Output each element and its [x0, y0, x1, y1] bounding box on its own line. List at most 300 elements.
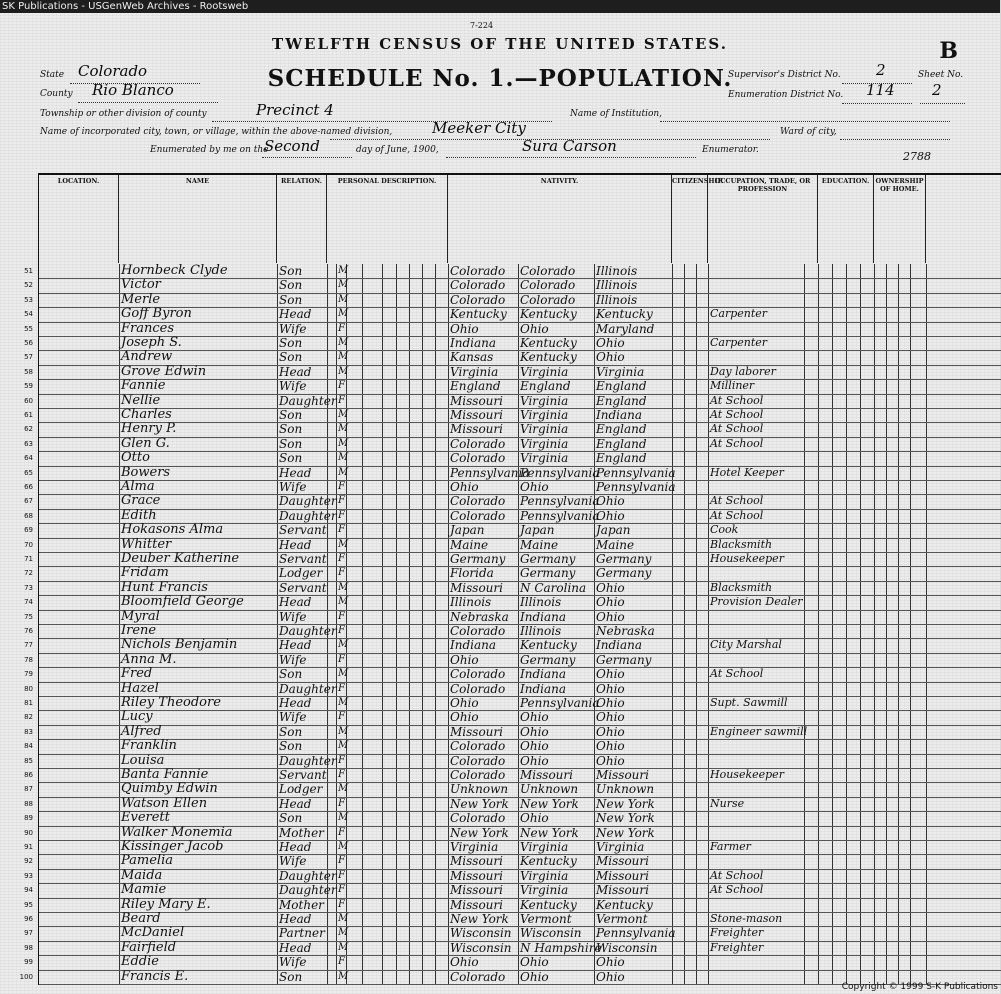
column-header	[672, 175, 724, 263]
person-name: Bloomfield George	[121, 594, 244, 610]
row-number: 52	[24, 281, 33, 290]
birthplace: Virginia	[450, 840, 499, 854]
mother-birthplace: Illinois	[596, 264, 638, 278]
occupation: City Marshal	[710, 638, 782, 652]
birthplace: Colorado	[450, 768, 506, 782]
column-header-label: NATIVITY.	[540, 177, 579, 185]
relation: Son	[279, 292, 303, 307]
row-number: 58	[24, 367, 33, 376]
occupation: At School	[710, 408, 764, 421]
form-number: 7-224	[470, 21, 494, 30]
occupation: Farmer	[710, 840, 751, 853]
table-row	[24, 695, 1001, 711]
row-number: 90	[24, 828, 33, 837]
mother-birthplace: Illinois	[596, 292, 638, 307]
mother-birthplace: Ohio	[596, 710, 625, 725]
relation: Head	[279, 796, 312, 811]
occupation: Engineer sawmill	[710, 724, 808, 738]
birthplace: Missouri	[450, 422, 503, 437]
relation: Wife	[279, 710, 307, 725]
table-row	[24, 723, 1001, 740]
person-name: Francis E.	[121, 968, 189, 984]
occupation: Blacksmith	[710, 537, 773, 551]
county-label: County	[40, 89, 73, 99]
column-header	[119, 175, 277, 263]
person-name: McDaniel	[121, 925, 185, 941]
person-name: Walker Monemia	[121, 824, 233, 840]
mother-birthplace: Ohio	[596, 753, 625, 768]
supervisor-value: 2	[876, 61, 886, 79]
birthplace: Colorado	[450, 624, 506, 638]
person-name: Fred	[121, 666, 153, 682]
birthplace: New York	[450, 796, 509, 811]
row-number: 71	[24, 555, 33, 563]
sex: F	[338, 394, 345, 406]
sheet-value: 2	[932, 81, 942, 99]
table-row	[24, 795, 1001, 812]
sex: F	[338, 769, 345, 780]
relation: Son	[279, 811, 303, 826]
column-header	[818, 175, 874, 263]
person-name: Beard	[121, 911, 161, 926]
relation: Head	[279, 940, 312, 955]
table-row	[24, 421, 1001, 437]
row-number: 82	[24, 713, 33, 722]
relation: Head	[279, 465, 312, 480]
relation: Lodger	[279, 782, 323, 797]
father-birthplace: Unknown	[520, 782, 579, 797]
sex: F	[338, 610, 345, 622]
occupation: Housekeeper	[710, 552, 784, 565]
person-name: Joseph S.	[121, 335, 182, 350]
sex: M	[338, 668, 349, 680]
mother-birthplace: Ohio	[596, 508, 625, 523]
father-birthplace: Missouri	[520, 768, 573, 782]
column-header	[448, 175, 672, 263]
father-birthplace: Virginia	[520, 393, 569, 408]
census-sheet	[0, 13, 1000, 994]
row-number: 85	[24, 756, 33, 765]
birthplace: Colorado	[450, 969, 506, 984]
birthplace: Missouri	[450, 883, 503, 898]
table-row	[24, 435, 1001, 452]
supervisor-label: Supervisor's District No.	[728, 70, 841, 80]
row-number: 59	[24, 382, 33, 391]
relation: Partner	[279, 926, 325, 941]
relation: Son	[279, 422, 303, 437]
father-birthplace: New York	[520, 825, 579, 840]
sex: F	[338, 711, 345, 723]
column-header	[874, 175, 926, 263]
birthplace: Indiana	[450, 336, 497, 350]
relation: Head	[279, 537, 312, 552]
occupation: At School	[710, 667, 764, 681]
occupation: Milliner	[710, 379, 755, 393]
father-birthplace: Virginia	[520, 868, 569, 883]
person-name: Everett	[121, 810, 170, 826]
person-name: Deuber Katherine	[121, 551, 240, 566]
mother-birthplace: Ohio	[596, 336, 625, 350]
table-row	[24, 867, 1001, 884]
table-row	[24, 939, 1001, 956]
occupation	[710, 264, 803, 278]
township-label: Township or other division of county	[40, 109, 207, 119]
occupation	[710, 970, 803, 984]
sex: F	[338, 826, 345, 838]
sex: F	[338, 869, 345, 881]
birthplace: Colorado	[450, 494, 506, 509]
birthplace: Kansas	[450, 350, 494, 365]
person-name: Hornbeck Clyde	[121, 263, 228, 278]
person-name: Alma	[121, 479, 155, 494]
father-birthplace: Wisconsin	[520, 926, 582, 941]
relation: Daughter	[279, 753, 337, 768]
father-birthplace: England	[520, 379, 571, 394]
row-number: 84	[24, 742, 33, 751]
father-birthplace: Ohio	[520, 321, 549, 336]
occupation	[710, 682, 803, 696]
father-birthplace: Virginia	[520, 451, 569, 466]
table-row	[24, 853, 1001, 869]
city-value: Meeker City	[432, 119, 526, 137]
row-number: 69	[24, 526, 33, 535]
birthplace: Virginia	[450, 364, 499, 379]
relation: Daughter	[279, 883, 337, 898]
father-birthplace: Colorado	[520, 264, 576, 278]
table-row	[24, 320, 1001, 337]
table-row	[24, 896, 1001, 913]
sex: M	[338, 913, 349, 924]
mother-birthplace: Ohio	[596, 667, 625, 682]
birthplace: Colorado	[450, 264, 506, 278]
birthplace: Wisconsin	[450, 940, 512, 955]
occupation	[710, 451, 803, 465]
row-number: 80	[24, 684, 33, 693]
birthplace: Wisconsin	[450, 926, 512, 941]
sex: M	[338, 740, 349, 752]
enumeration-value: 114	[866, 81, 895, 99]
row-number: 88	[24, 799, 33, 808]
occupation	[710, 293, 803, 307]
relation: Daughter	[279, 508, 337, 523]
person-name: Charles	[121, 407, 172, 422]
person-name: Fridam	[121, 565, 169, 581]
sex: F	[338, 884, 345, 896]
row-number: 75	[24, 612, 33, 621]
mother-birthplace: Missouri	[596, 868, 649, 883]
father-birthplace: Indiana	[520, 667, 567, 682]
row-number: 79	[24, 670, 33, 679]
occupation	[710, 955, 803, 969]
mother-birthplace: Japan	[596, 523, 631, 538]
person-name: Anna M.	[121, 651, 177, 667]
census-table	[19, 173, 1001, 985]
person-name: Myral	[121, 608, 160, 624]
occupation	[710, 566, 803, 580]
father-birthplace: Japan	[520, 523, 555, 538]
table-row	[24, 392, 1001, 409]
sex: F	[338, 567, 345, 579]
sex: M	[338, 927, 349, 939]
relation: Son	[279, 724, 303, 739]
row-number: 96	[24, 915, 33, 923]
birthplace: Colorado	[450, 681, 506, 696]
occupation: Supt. Sawmill	[710, 696, 788, 709]
table-row	[24, 551, 1001, 567]
sex: F	[338, 797, 345, 809]
mother-birthplace: England	[596, 422, 647, 437]
row-number: 56	[24, 339, 33, 347]
father-birthplace: Germany	[520, 552, 576, 566]
sex: F	[338, 855, 345, 867]
relation: Head	[279, 307, 312, 322]
relation: Daughter	[279, 393, 337, 408]
sex: M	[338, 452, 349, 464]
mother-birthplace: Vermont	[596, 912, 648, 926]
occupation: At School	[710, 494, 764, 508]
occupation: Freighter	[710, 926, 764, 940]
birthplace: Colorado	[450, 508, 506, 523]
mother-birthplace: Unknown	[596, 782, 655, 797]
row-number: 77	[24, 641, 33, 650]
father-birthplace: Pennsylvania	[520, 494, 600, 509]
mother-birthplace: Missouri	[596, 883, 649, 898]
row-number: 72	[24, 569, 33, 578]
person-name: Pamelia	[121, 853, 173, 869]
sex: M	[338, 279, 349, 291]
person-name: Hokasons Alma	[121, 522, 224, 538]
mother-birthplace: Illinois	[596, 278, 638, 293]
person-name: Mamie	[121, 882, 167, 898]
sex: F	[338, 653, 345, 665]
row-number: 70	[24, 540, 33, 549]
column-header-label: OCCUPATION, TRADE, OR PROFESSION	[714, 177, 811, 193]
occupation	[710, 278, 803, 292]
sex: F	[338, 509, 345, 521]
father-birthplace: Kentucky	[520, 336, 577, 350]
column-header	[39, 175, 119, 263]
relation: Son	[279, 278, 303, 293]
row-number: 98	[24, 943, 33, 952]
person-name: Fairfield	[121, 939, 177, 955]
mother-birthplace: Missouri	[596, 768, 649, 782]
birthplace: Colorado	[450, 278, 506, 293]
occupation: At School	[710, 422, 764, 436]
birthplace: Ohio	[450, 955, 479, 970]
father-birthplace: Indiana	[520, 609, 567, 624]
father-birthplace: Illinois	[520, 624, 562, 638]
relation: Daughter	[279, 868, 337, 883]
father-birthplace: Virginia	[520, 840, 569, 854]
birthplace: Maine	[450, 537, 489, 552]
relation: Wife	[279, 379, 307, 394]
occupation: At School	[710, 883, 764, 897]
person-name: Grace	[121, 493, 161, 509]
occupation	[710, 754, 803, 768]
sex: M	[338, 596, 349, 608]
person-name: Lucy	[121, 709, 153, 725]
relation: Son	[279, 739, 303, 754]
table-row	[24, 306, 1001, 322]
birthplace: Missouri	[450, 868, 503, 883]
sex: F	[338, 553, 345, 564]
browser-title-bar: SK Publications - USGenWeb Archives - Rootsweb	[0, 0, 1000, 13]
township-value: Precinct 4	[256, 101, 334, 119]
birthplace: Kentucky	[450, 307, 507, 322]
row-number: 95	[24, 900, 33, 909]
father-birthplace: Germany	[520, 652, 576, 667]
mother-birthplace: Virginia	[596, 364, 645, 379]
occupation: Carpenter	[710, 307, 768, 321]
person-name: Maida	[121, 867, 163, 883]
birthplace: Colorado	[450, 811, 506, 826]
sex: F	[338, 754, 345, 766]
relation: Son	[279, 336, 303, 350]
mother-birthplace: Ohio	[596, 739, 625, 754]
father-birthplace: Virginia	[520, 883, 569, 898]
day-label: day of June, 1900,	[356, 145, 439, 155]
table-row	[24, 608, 1001, 625]
occupation	[710, 653, 803, 667]
mother-birthplace: Ohio	[596, 681, 625, 696]
person-name: Riley Theodore	[121, 695, 221, 710]
row-number: 73	[24, 583, 33, 592]
table-row	[24, 407, 1001, 423]
day-value: Second	[264, 137, 320, 155]
mother-birthplace: Ohio	[596, 609, 625, 624]
relation: Wife	[279, 321, 307, 336]
father-birthplace: Illinois	[520, 595, 562, 610]
mother-birthplace: New York	[596, 825, 655, 840]
father-birthplace: Ohio	[520, 739, 549, 754]
father-birthplace: N Hampshire	[520, 940, 602, 955]
enumerator-label: Enumerator.	[702, 145, 759, 155]
relation: Son	[279, 451, 303, 466]
mother-birthplace: Kentucky	[596, 307, 653, 322]
row-number: 78	[24, 655, 33, 664]
row-number: 66	[24, 483, 33, 491]
person-name: Glen G.	[121, 435, 170, 451]
occupation: Freighter	[710, 940, 764, 954]
person-name: Alfred	[121, 723, 162, 739]
sex: M	[338, 941, 349, 953]
father-birthplace: Kentucky	[520, 638, 577, 653]
birthplace: Colorado	[450, 451, 506, 466]
relation: Head	[279, 696, 312, 710]
row-number: 89	[24, 814, 33, 823]
table-row	[24, 335, 1001, 351]
person-name: Irene	[121, 623, 157, 638]
father-birthplace: Ohio	[520, 480, 549, 494]
row-number: 81	[24, 699, 33, 707]
occupation: Hotel Keeper	[710, 465, 784, 479]
sex: F	[338, 898, 345, 910]
relation: Head	[279, 364, 312, 379]
row-number: 67	[24, 497, 33, 506]
row-number: 94	[24, 886, 33, 895]
father-birthplace: New York	[520, 796, 579, 811]
row-number: 60	[24, 396, 33, 405]
occupation: Provision Dealer	[710, 595, 803, 609]
sex: M	[338, 351, 349, 363]
father-birthplace: Virginia	[520, 436, 569, 451]
birthplace: Ohio	[450, 710, 479, 725]
person-name: Whitter	[121, 536, 172, 552]
person-name: Watson Ellen	[121, 795, 208, 811]
father-birthplace: Pennsylvania	[520, 696, 600, 710]
father-birthplace: Vermont	[520, 912, 572, 926]
relation: Servant	[279, 523, 327, 538]
stamp-number: 2788	[903, 150, 931, 163]
column-header-label: NAME	[185, 177, 210, 185]
row-number: 68	[24, 511, 33, 520]
birthplace: Florida	[450, 566, 494, 581]
relation: Head	[279, 595, 312, 610]
table-row	[24, 925, 1001, 941]
person-name: Merle	[121, 291, 161, 307]
occupation: Blacksmith	[710, 580, 773, 594]
relation: Son	[279, 408, 303, 422]
relation: Daughter	[279, 494, 337, 509]
person-name: Andrew	[121, 349, 173, 365]
relation: Servant	[279, 580, 327, 595]
occupation: Nurse	[710, 796, 745, 810]
birthplace: Pennsylvania	[450, 465, 530, 480]
column-header-label: EDUCATION.	[821, 177, 870, 185]
sheet-letter: B	[939, 38, 958, 64]
column-header	[327, 175, 448, 263]
sex: M	[338, 783, 349, 795]
relation: Wife	[279, 652, 307, 667]
birthplace: Missouri	[450, 854, 503, 869]
father-birthplace: Ohio	[520, 969, 549, 984]
occupation	[710, 811, 803, 825]
enumerator-value: Sura Carson	[522, 137, 617, 155]
table-row	[24, 464, 1001, 481]
table-row	[24, 637, 1001, 653]
sex: F	[338, 322, 345, 334]
row-number: 61	[24, 411, 33, 419]
column-header	[708, 175, 818, 263]
occupation	[710, 854, 803, 868]
occupation: Housekeeper	[710, 768, 784, 781]
relation: Mother	[279, 897, 324, 912]
table-row	[24, 709, 1001, 725]
sex: F	[338, 524, 345, 536]
birthplace: Missouri	[450, 897, 503, 912]
relation: Son	[279, 350, 303, 365]
row-number: 92	[24, 857, 33, 866]
father-birthplace: Germany	[520, 566, 576, 581]
mother-birthplace: Missouri	[596, 854, 649, 869]
relation: Head	[279, 912, 312, 926]
relation: Head	[279, 638, 312, 653]
birthplace: Colorado	[450, 739, 506, 754]
column-header	[277, 175, 327, 263]
occupation	[710, 739, 803, 753]
mother-birthplace: England	[596, 393, 647, 408]
relation: Wife	[279, 854, 307, 869]
row-number: 54	[24, 310, 33, 319]
mother-birthplace: Maine	[596, 537, 635, 552]
mother-birthplace: New York	[596, 811, 655, 826]
relation: Son	[279, 264, 303, 278]
mother-birthplace: Indiana	[596, 408, 643, 422]
birthplace: Ohio	[450, 696, 479, 710]
birthplace: England	[450, 379, 501, 394]
father-birthplace: Kentucky	[520, 897, 577, 912]
occupation	[710, 350, 803, 364]
